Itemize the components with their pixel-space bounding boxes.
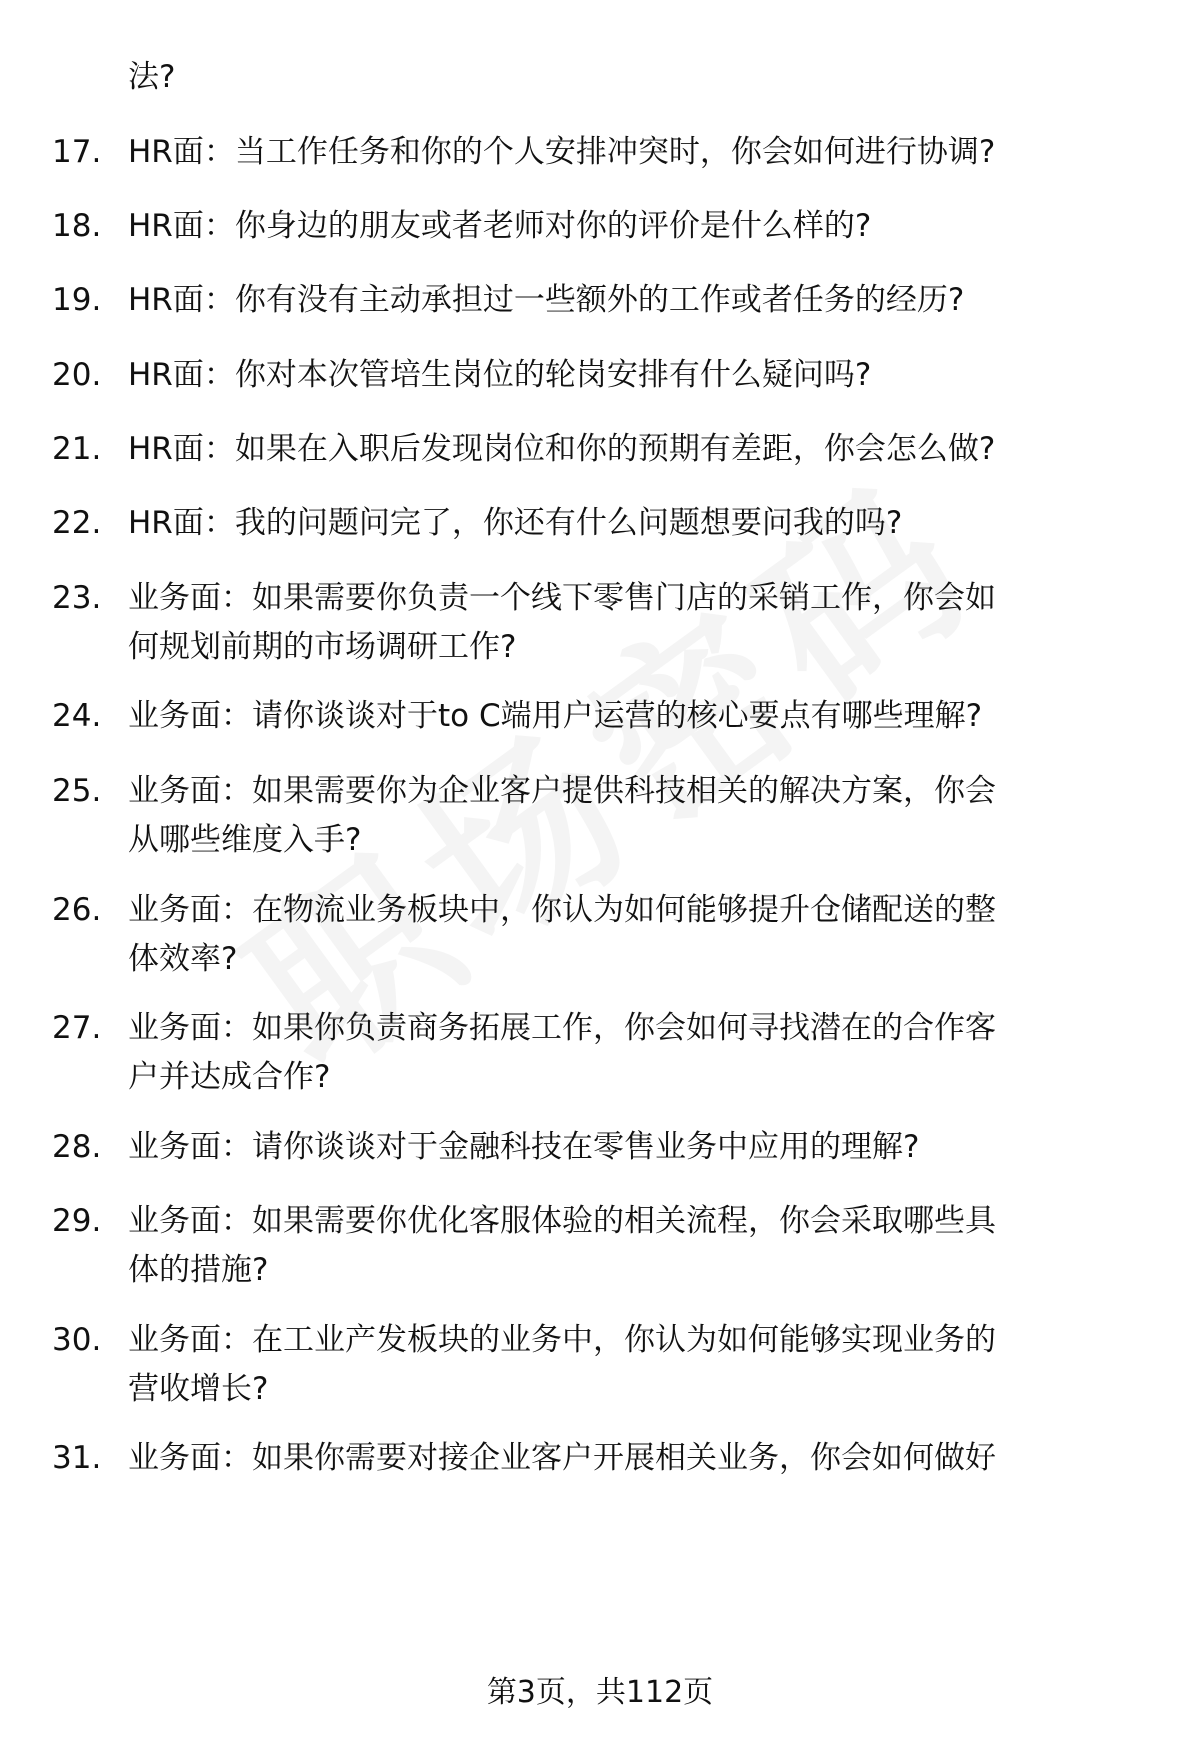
question-number: 24. — [52, 698, 102, 734]
question-number: 20. — [52, 357, 102, 393]
question-line: 何规划前期的市场调研工作? — [128, 629, 517, 665]
question-line: 户并达成合作? — [128, 1059, 331, 1095]
question-number: 25. — [52, 773, 102, 809]
question-number: 26. — [52, 892, 102, 928]
question-text — [128, 1434, 1143, 1483]
question-line: 营收增长? — [128, 1371, 269, 1407]
question-line: 业务面：请你谈谈对于金融科技在零售业务中应用的理解? — [128, 1129, 920, 1165]
question-line: 业务面：如果需要你负责一个线下零售门店的采销工作，你会如 — [128, 580, 996, 616]
question-number: 29. — [52, 1203, 102, 1239]
question-line: HR面：你有没有主动承担过一些额外的工作或者任务的经历? — [128, 282, 965, 318]
question-text — [128, 767, 1143, 865]
question-text — [128, 692, 1143, 741]
question-number: 23. — [52, 580, 102, 616]
question-line: 业务面：如果需要你优化客服体验的相关流程，你会采取哪些具 — [128, 1203, 996, 1239]
question-text — [128, 1004, 1143, 1102]
question-text — [128, 425, 1143, 474]
page-footer: 第3页，共112页 — [486, 1675, 714, 1710]
question-number: 30. — [52, 1322, 102, 1358]
question-line: 业务面：请你谈谈对于to C端用户运营的核心要点有哪些理解? — [128, 698, 983, 734]
question-line: 体效率? — [128, 941, 238, 977]
question-number: 27. — [52, 1010, 102, 1046]
question-line: 从哪些维度入手? — [128, 822, 362, 858]
question-line: 业务面：如果你负责商务拓展工作，你会如何寻找潜在的合作客 — [128, 1010, 996, 1046]
question-text — [128, 1123, 1143, 1172]
question-line: 业务面：在工业产发板块的业务中，你认为如何能够实现业务的 — [128, 1322, 996, 1358]
question-number: 22. — [52, 505, 102, 541]
question-text — [128, 202, 1143, 251]
question-line: HR面：你对本次管培生岗位的轮岗安排有什么疑问吗? — [128, 357, 872, 393]
question-line: 业务面：如果你需要对接企业客户开展相关业务，你会如何做好 — [128, 1440, 996, 1476]
question-line: 业务面：如果需要你为企业客户提供科技相关的解决方案，你会 — [128, 773, 996, 809]
question-number: 19. — [52, 282, 102, 318]
question-line: HR面：如果在入职后发现岗位和你的预期有差距，你会怎么做? — [128, 431, 996, 467]
question-line: HR面：我的问题问完了，你还有什么问题想要问我的吗? — [128, 505, 903, 541]
question-text — [128, 53, 1143, 102]
question-text — [128, 276, 1143, 325]
question-line: HR面：当工作任务和你的个人安排冲突时，你会如何进行协调? — [128, 134, 996, 170]
question-line: 体的措施? — [128, 1252, 269, 1288]
question-text — [128, 499, 1143, 548]
question-line: 法? — [128, 59, 176, 95]
question-number: 17. — [52, 134, 102, 170]
question-text — [128, 1316, 1143, 1414]
question-text — [128, 574, 1143, 672]
question-number: 28. — [52, 1129, 102, 1165]
question-number: 21. — [52, 431, 102, 467]
question-line: HR面：你身边的朋友或者老师对你的评价是什么样的? — [128, 208, 872, 244]
question-text — [128, 351, 1143, 400]
question-line: 业务面：在物流业务板块中，你认为如何能够提升仓储配送的整 — [128, 892, 996, 928]
question-number: 31. — [52, 1440, 102, 1476]
question-text — [128, 886, 1143, 984]
question-text — [128, 128, 1143, 177]
question-number: 18. — [52, 208, 102, 244]
question-text — [128, 1197, 1143, 1295]
